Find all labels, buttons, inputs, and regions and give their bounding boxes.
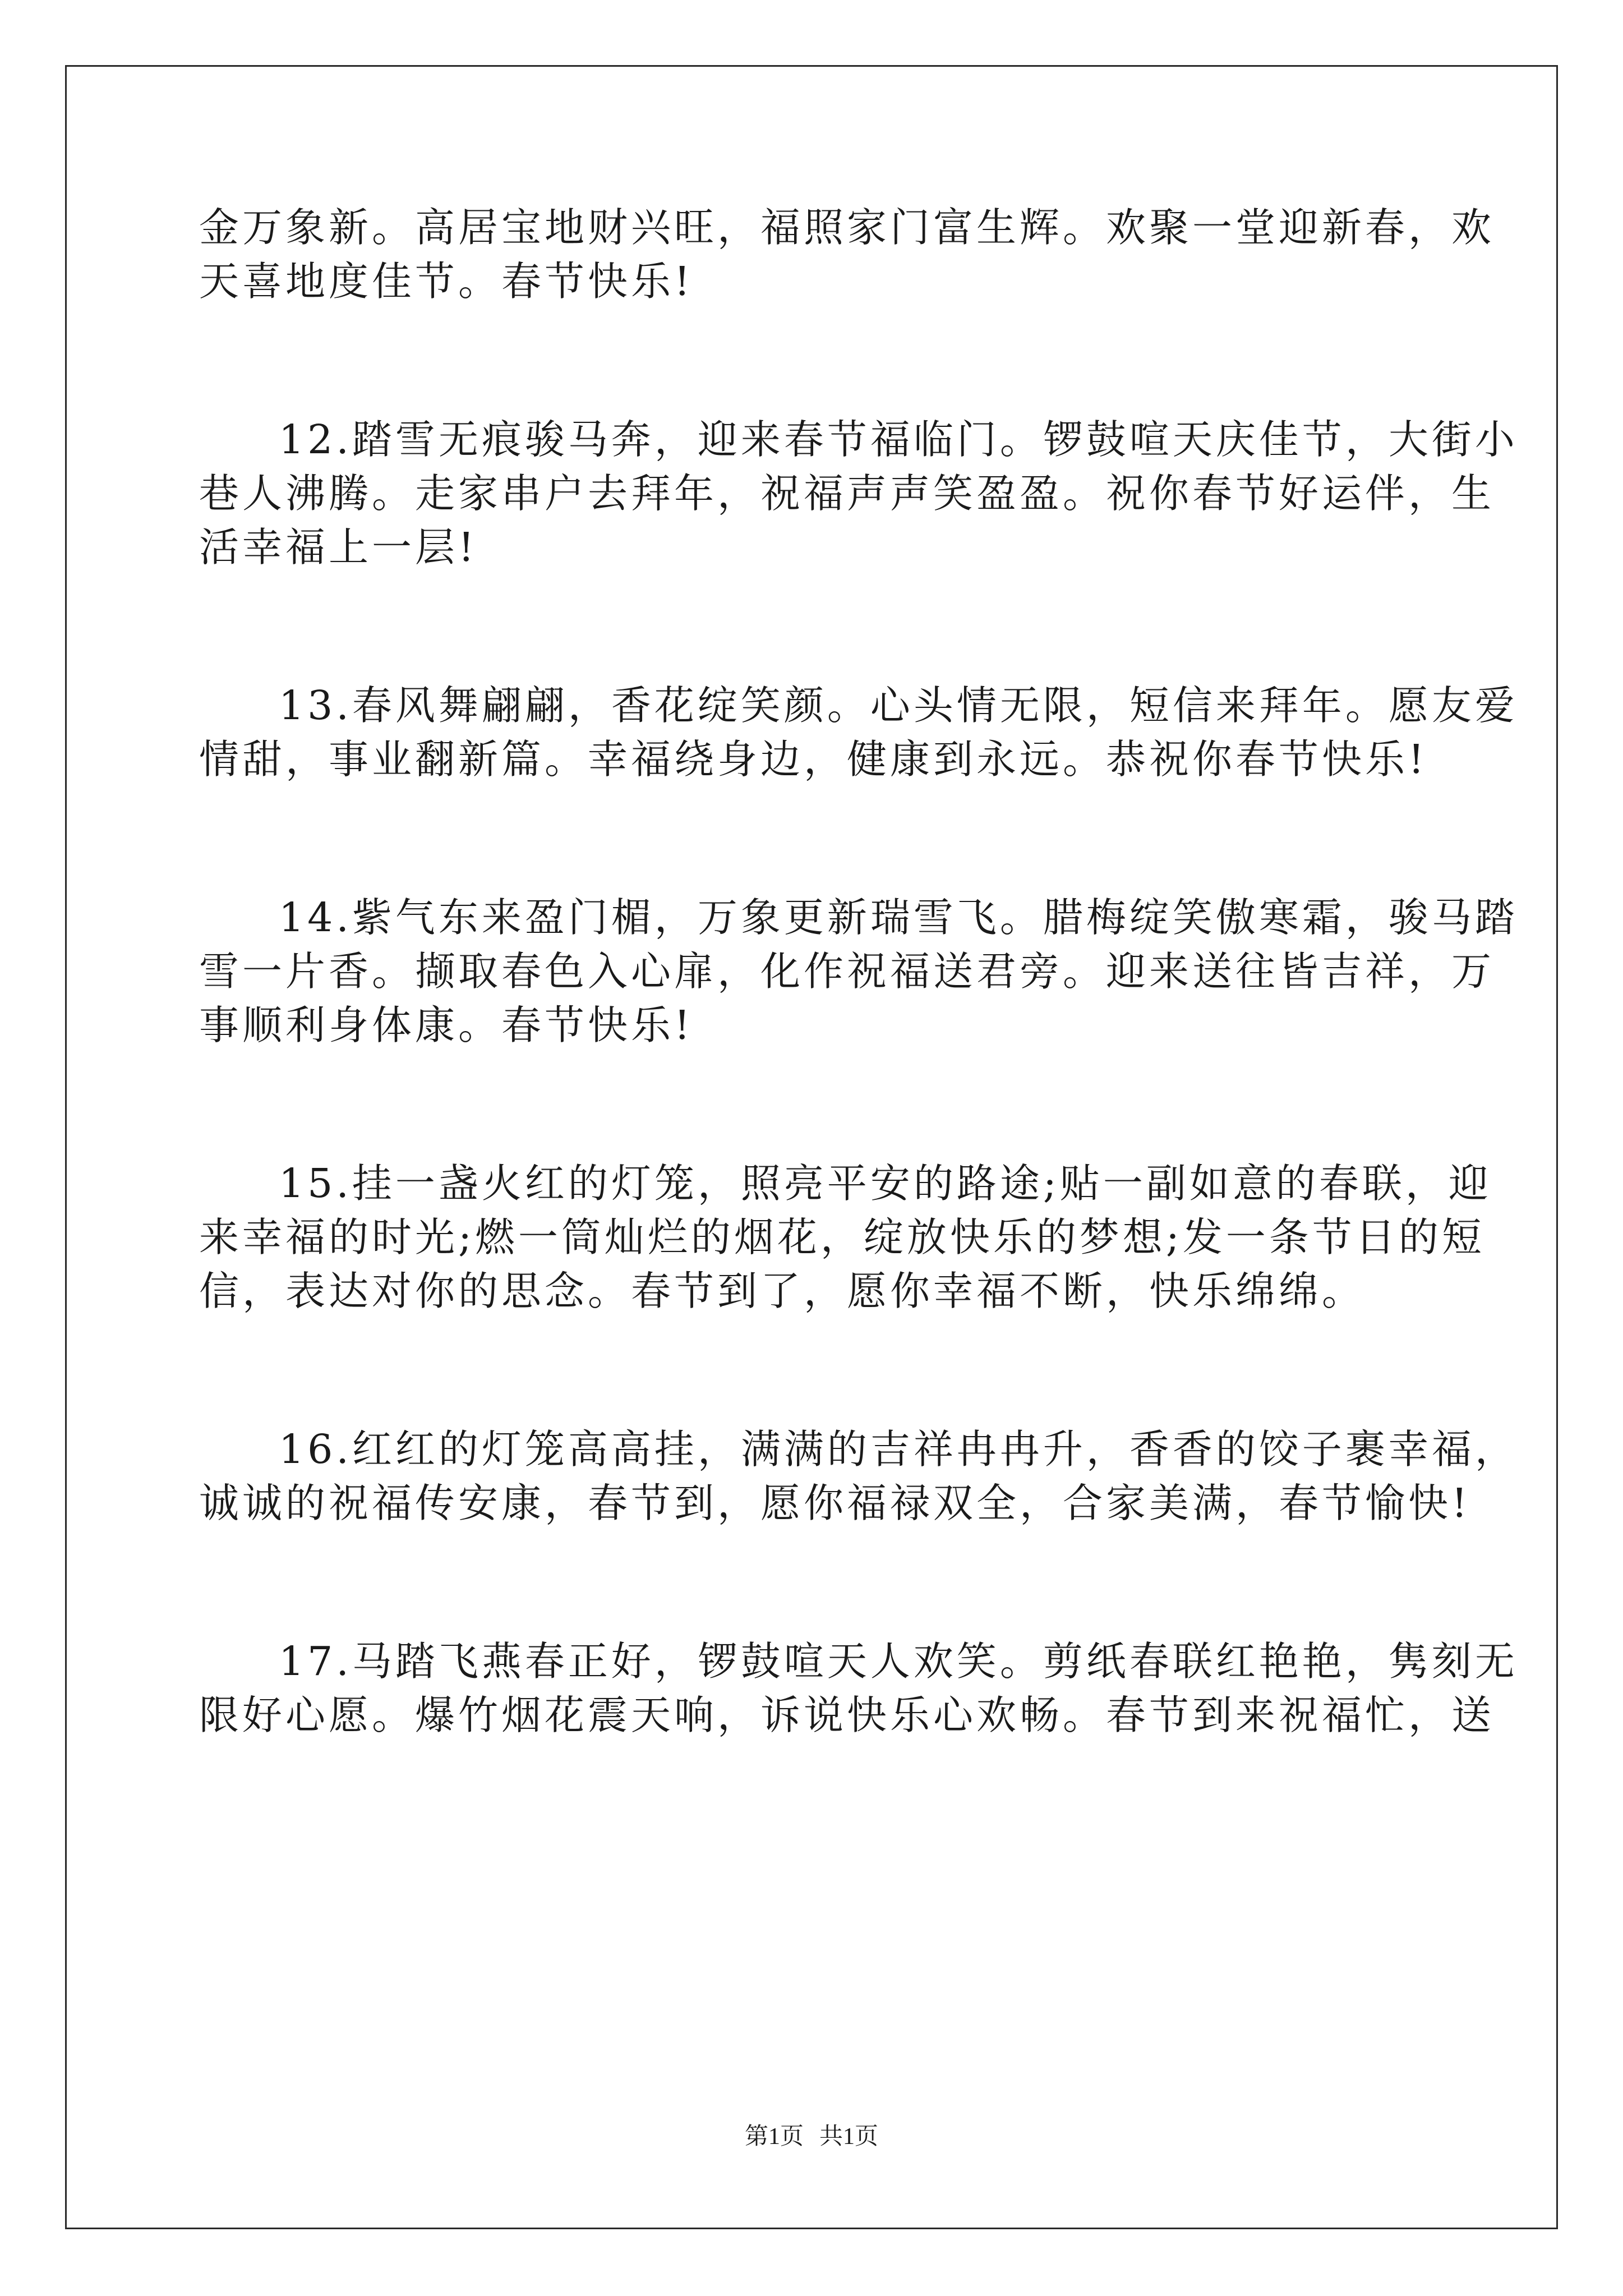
- paragraph: [199, 679, 1518, 786]
- paragraph: [199, 1157, 1492, 1318]
- text-line: 14.紫气东来盈门楣，万象更新瑞雪飞。腊梅绽笑傲寒霜，骏马踏: [279, 894, 1518, 941]
- text-line: 13.春风舞翩翩，香花绽笑颜。心头情无限，短信来拜年。愿友爱: [279, 682, 1518, 729]
- paragraph: [199, 201, 1495, 309]
- paragraph: [199, 891, 1518, 1052]
- text-line: 12.踏雪无痕骏马奔，迎来春节福临门。锣鼓喧天庆佳节，大街小: [279, 416, 1518, 463]
- text-line: 诚诚的祝福传安康，春节到，愿你福禄双全，合家美满，春节愉快!: [199, 1480, 1471, 1526]
- page-total: 共1页: [819, 2124, 879, 2150]
- paragraph: [199, 1423, 1518, 1530]
- text-line: 15.挂一盏火红的灯笼，照亮平安的路途;贴一副如意的春联，迎: [279, 1160, 1492, 1207]
- text-line: 信，表达对你的思念。春节到了，愿你幸福不断，快乐绵绵。: [199, 1268, 1366, 1314]
- document-body: [199, 201, 1518, 1742]
- text-line: 活幸福上一层!: [199, 524, 478, 570]
- paragraph: [199, 413, 1518, 574]
- text-line: 情甜，事业翻新篇。幸福绕身边，健康到永远。恭祝你春节快乐!: [199, 736, 1428, 783]
- paragraph: [199, 1635, 1518, 1742]
- text-line: 雪一片香。撷取春色入心扉，化作祝福送君旁。迎来送往皆吉祥，万: [199, 948, 1495, 995]
- text-line: 天喜地度佳节。春节快乐!: [199, 258, 694, 305]
- text-line: 16.红红的灯笼高高挂，满满的吉祥冉冉升，香香的饺子裹幸福，: [279, 1426, 1518, 1473]
- text-line: 金万象新。高居宝地财兴旺，福照家门富生辉。欢聚一堂迎新春，欢: [199, 204, 1495, 251]
- page-footer: [0, 2118, 1623, 2151]
- page-number: 第1页: [744, 2124, 804, 2150]
- text-line: 限好心愿。爆竹烟花震天响，诉说快乐心欢畅。春节到来祝福忙，送: [199, 1692, 1495, 1738]
- text-line: 17.马踏飞燕春正好，锣鼓喧天人欢笑。剪纸春联红艳艳，隽刻无: [279, 1638, 1518, 1685]
- text-line: 巷人沸腾。走家串户去拜年，祝福声声笑盈盈。祝你春节好运伴，生: [199, 470, 1495, 517]
- text-line: 来幸福的时光;燃一筒灿烂的烟花，绽放快乐的梦想;发一条节日的短: [199, 1214, 1485, 1260]
- text-line: 事顺利身体康。春节快乐!: [199, 1002, 694, 1048]
